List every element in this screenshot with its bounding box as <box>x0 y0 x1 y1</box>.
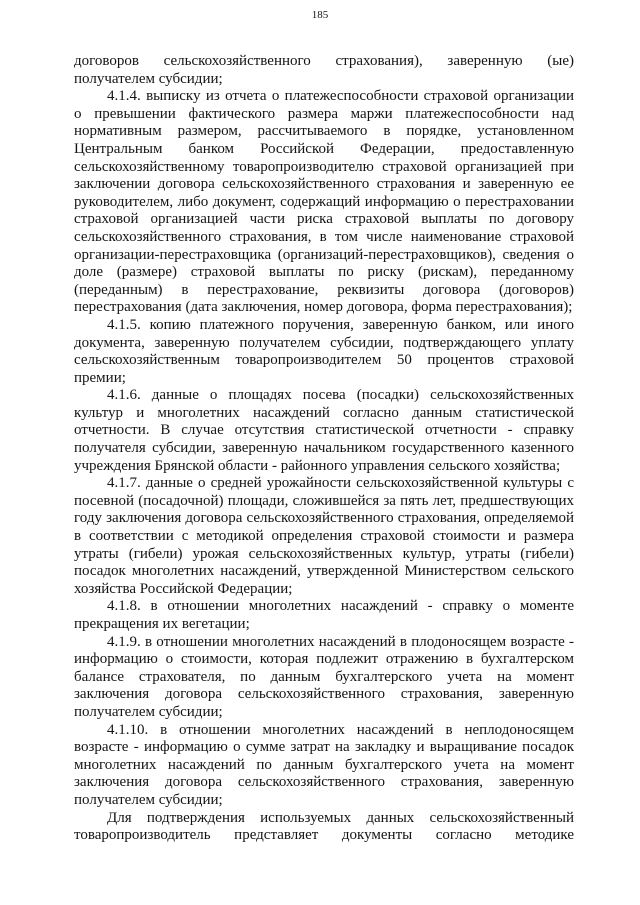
paragraph-4-1-10: 4.1.10. в отношении многолетних насаждений в неплодоносящем возрасте - информацию о сумме затрат на закладку и выращивание посадок многолетних насаждений по данным бухгалтерского учета на момент заключения договора сельскохозяйственного страхования, заверенную получателем субсидии; <box>74 721 574 808</box>
paragraph-4-1-6: 4.1.6. данные о площадях посева (посадки) сельскохозяйственных культур и многолетних насаждений согласно данным статистической отчетности. В случае отсутствия статистической отчетности - справку получателя субсидии, заверенную начальником государственного казенного учреждения Брянской области - районного управления сельского хозяйства; <box>74 387 574 474</box>
document-body <box>74 53 574 845</box>
paragraph-confirmation: Для подтверждения используемых данных сельскохозяйственный товаропроизводитель представляет документы согласно методике <box>74 809 574 844</box>
paragraph-4-1-5: 4.1.5. копию платежного поручения, заверенную банком, или иного документа, заверенную получателем субсидии, подтверждающего уплату сельскохозяйственным товаропроизводителем 50 процентов страховой премии; <box>74 316 574 386</box>
paragraph-4-1-8: 4.1.8. в отношении многолетних насаждений - справку о моменте прекращения их вегетации; <box>74 598 574 632</box>
paragraph-4-1-9: 4.1.9. в отношении многолетних насаждений в плодоносящем возрасте - информацию о стоимости, которая подлежит отражению в бухгалтерском балансе страхователя, по данным бухгалтерского учета на момент заключения договора сельскохозяйственного страхования, заверенную получателем субсидии; <box>74 633 574 720</box>
paragraph-continuation: договоров сельскохозяйственного страхования), заверенную (ые) получателем субсидии; <box>74 53 574 87</box>
page-number: 185 <box>311 9 329 21</box>
paragraph-4-1-4: 4.1.4. выписку из отчета о платежеспособности страховой организации о превышении фактического размера маржи платежеспособности над нормативным размером, рассчитываемого в порядке, установленном Центральным банком Российской Федерации, предоставленную сельскохозяйственному товаропроизводителю страховой организацией при заключении договора сельскохозяйственного страхования и заверенную ее руководителем, либо документ, содержащий информацию о перестраховании страховой организацией части риска страховой выплаты по договору сельскохозяйственного страхования, в том числе наименование страховой организации-перестраховщика (организаций-перестраховщиков), сведения о доле (размере) страховой выплаты по риску (рискам), переданному (переданным) в перестрахование, реквизиты договора (договоров) перестрахования (дата заключения, номер договора, форма перестрахования); <box>74 88 574 316</box>
paragraph-4-1-7: 4.1.7. данные о средней урожайности сельскохозяйственной культуры с посевной (посадочной) площади, сложившейся за пять лет, предшествующих году заключения договора сельскохозяйственного страхования, определяемой в соответствии с методикой определения страховой стоимости и размера утраты (гибели) урожая сельскохозяйственных культур, утраты (гибели) посадок многолетних насаждений, утвержденной Министерством сельского хозяйства Российской Федерации; <box>74 475 574 597</box>
